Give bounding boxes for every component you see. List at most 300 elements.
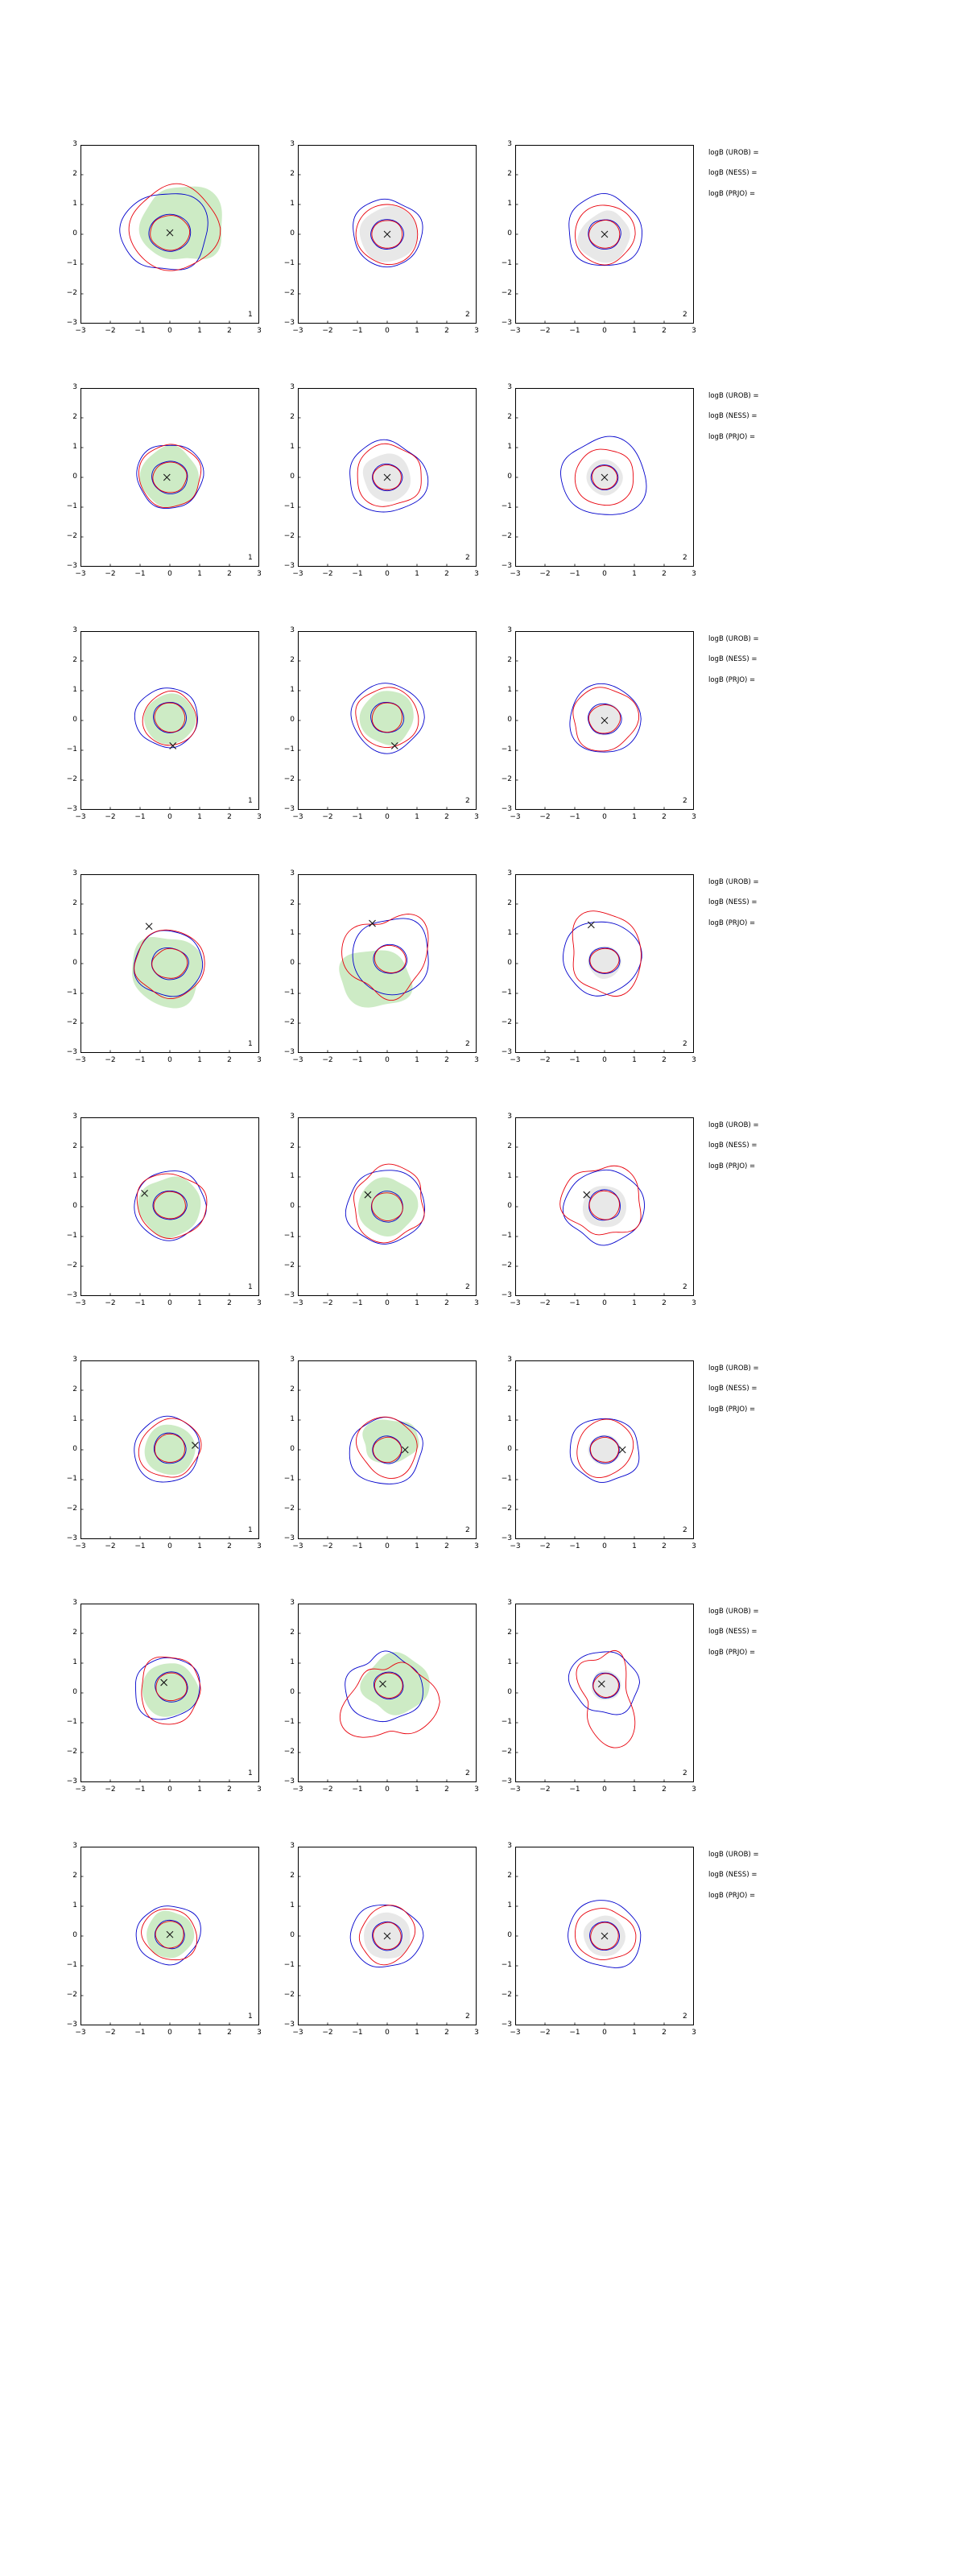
legend-entry: logB (NESS) = [708, 1141, 758, 1150]
x-tick-label: −3 [292, 1542, 303, 1550]
x-tick-label: −1 [569, 2029, 580, 2037]
contour-plot [515, 388, 694, 567]
legend-entry: logB (NESS) = [708, 169, 758, 178]
filled-posterior-region [577, 210, 630, 262]
x-tick-label: 1 [632, 327, 637, 335]
y-tick-label: −2 [66, 1505, 77, 1513]
contour-panel-r8-c2 [259, 1839, 493, 2056]
y-tick-label: 1 [507, 1901, 512, 1909]
legend-entry: logB (PRJO) = [708, 1648, 756, 1657]
y-tick-label: 1 [507, 686, 512, 694]
y-tick-label: 2 [72, 1142, 77, 1150]
y-tick-label: −1 [501, 1475, 512, 1483]
contour-panel-r7-c2 [259, 1596, 493, 1813]
y-tick-label: 0 [290, 1202, 295, 1210]
x-tick-label: 2 [662, 1056, 667, 1064]
x-tick-label: 0 [602, 570, 607, 578]
contour-panel-r5-c1 [42, 1109, 275, 1327]
x-tick-label: 1 [197, 1785, 202, 1794]
x-tick-label: −2 [539, 1299, 551, 1307]
x-tick-label: 0 [167, 2029, 172, 2037]
y-tick-label: −3 [501, 562, 512, 570]
y-tick-label: 2 [290, 656, 295, 664]
legend-entry: logB (UROB) = [708, 1608, 759, 1616]
x-tick-label: 0 [167, 1785, 172, 1794]
y-tick-label: 0 [507, 716, 512, 724]
x-tick-label: −3 [510, 1542, 521, 1550]
x-tick-label: 1 [632, 1785, 637, 1794]
x-tick-label: 1 [415, 2029, 419, 2037]
y-tick-label: −2 [66, 1748, 77, 1756]
legend-entry: logB (UROB) = [708, 878, 759, 886]
y-tick-label: 2 [507, 1385, 512, 1393]
y-tick-label: −2 [501, 1018, 512, 1026]
x-tick-label: 3 [257, 1299, 262, 1307]
x-tick-label: −3 [292, 1299, 303, 1307]
y-tick-label: 1 [507, 1172, 512, 1180]
x-tick-label: −2 [539, 1785, 551, 1794]
panel-corner-label: 2 [683, 311, 687, 319]
y-tick-label: 3 [507, 383, 512, 391]
x-tick-label: 0 [167, 1299, 172, 1307]
filled-posterior-region [358, 1177, 418, 1236]
x-tick-label: 1 [415, 570, 419, 578]
x-tick-label: −2 [322, 570, 333, 578]
x-tick-label: 1 [632, 1299, 637, 1307]
x-tick-label: −3 [292, 2029, 303, 2037]
x-tick-label: 1 [632, 1542, 637, 1550]
contour-panel-r1-c1 [42, 137, 275, 354]
y-tick-label: −2 [501, 775, 512, 783]
x-tick-label: 2 [662, 570, 667, 578]
x-tick-label: −3 [292, 570, 303, 578]
x-tick-label: 1 [197, 813, 202, 821]
x-tick-label: 0 [167, 1542, 172, 1550]
contour-panel-r6-c1 [42, 1352, 275, 1570]
y-tick-label: 3 [290, 1113, 295, 1121]
x-tick-label: 1 [415, 1785, 419, 1794]
x-tick-label: 1 [632, 1056, 637, 1064]
y-tick-label: 0 [507, 959, 512, 967]
contour-plot [80, 388, 259, 567]
x-tick-label: 0 [602, 327, 607, 335]
y-tick-label: 2 [290, 1142, 295, 1150]
y-tick-label: 2 [507, 1872, 512, 1880]
x-tick-label: 0 [167, 1056, 172, 1064]
x-tick-label: 0 [385, 1785, 390, 1794]
x-tick-label: 3 [691, 570, 696, 578]
y-tick-label: 0 [72, 473, 77, 481]
x-tick-label: 3 [257, 1542, 262, 1550]
y-tick-label: −1 [283, 745, 295, 753]
filled-posterior-region [592, 1670, 621, 1700]
y-tick-label: −2 [66, 1261, 77, 1269]
y-tick-label: 2 [72, 899, 77, 907]
legend-entry: logB (PRJO) = [708, 1891, 756, 1900]
x-tick-label: 2 [444, 1299, 449, 1307]
y-tick-label: 2 [290, 1872, 295, 1880]
x-tick-label: 2 [227, 813, 232, 821]
legend-entry: logB (NESS) = [708, 412, 758, 421]
x-tick-label: −2 [322, 327, 333, 335]
x-tick-label: −1 [352, 2029, 363, 2037]
legend-block-row5 [708, 1122, 950, 1183]
contour-plot [298, 1360, 477, 1539]
contour-plot [298, 631, 477, 810]
contour-plot [515, 874, 694, 1053]
x-tick-label: 3 [474, 570, 479, 578]
legend-entry: logB (NESS) = [708, 1385, 758, 1393]
legend-entry: logB (UROB) = [708, 392, 759, 400]
x-tick-label: 0 [385, 813, 390, 821]
x-tick-label: 3 [474, 327, 479, 335]
x-tick-label: 3 [474, 1299, 479, 1307]
filled-posterior-region [362, 1419, 419, 1463]
contour-plot [298, 145, 477, 324]
x-tick-label: 2 [662, 2029, 667, 2037]
y-tick-label: 2 [507, 1629, 512, 1637]
y-tick-label: 2 [290, 170, 295, 178]
y-tick-label: 1 [290, 1901, 295, 1909]
y-tick-label: 3 [290, 1599, 295, 1607]
y-tick-label: −2 [283, 289, 295, 297]
contour-plot [80, 874, 259, 1053]
y-tick-label: 3 [507, 1599, 512, 1607]
x-tick-label: 3 [474, 1785, 479, 1794]
x-tick-label: −3 [292, 1785, 303, 1794]
x-tick-label: −2 [539, 1542, 551, 1550]
legend-entry: logB (UROB) = [708, 1851, 759, 1859]
x-tick-label: 3 [691, 1542, 696, 1550]
x-tick-label: −3 [75, 813, 86, 821]
x-tick-label: 3 [691, 2029, 696, 2037]
contour-plot [515, 1847, 694, 2025]
y-tick-label: 2 [507, 413, 512, 421]
y-tick-label: 2 [72, 1629, 77, 1637]
y-tick-label: 2 [507, 656, 512, 664]
y-tick-label: −2 [283, 1991, 295, 1999]
contour-panel-r3-c3 [477, 623, 710, 840]
x-tick-label: −2 [105, 2029, 116, 2037]
x-tick-label: 3 [257, 813, 262, 821]
y-tick-label: −3 [66, 2021, 77, 2029]
panel-corner-label: 1 [248, 1040, 253, 1048]
y-tick-label: −1 [501, 502, 512, 510]
contour-plot [80, 631, 259, 810]
x-tick-label: 3 [474, 1542, 479, 1550]
panel-corner-label: 2 [465, 2013, 470, 2021]
x-tick-label: 1 [415, 327, 419, 335]
contour-panel-r4-c2 [259, 866, 493, 1084]
panel-corner-label: 1 [248, 554, 253, 562]
y-tick-label: −1 [283, 1475, 295, 1483]
y-tick-label: 3 [507, 1113, 512, 1121]
y-tick-label: 3 [72, 626, 77, 634]
y-tick-label: 3 [72, 1599, 77, 1607]
x-tick-label: 1 [197, 1542, 202, 1550]
panel-corner-label: 2 [465, 797, 470, 805]
contour-panel-r3-c1 [42, 623, 275, 840]
x-tick-label: −3 [75, 1056, 86, 1064]
panel-corner-label: 2 [465, 554, 470, 562]
y-tick-label: −3 [66, 1291, 77, 1299]
y-tick-label: −3 [283, 562, 295, 570]
filled-posterior-region [339, 950, 412, 1007]
legend-block-row7 [708, 1608, 950, 1670]
y-tick-label: −3 [66, 562, 77, 570]
filled-posterior-region [360, 691, 414, 745]
panel-corner-label: 1 [248, 1526, 253, 1534]
legend-block-row4 [708, 879, 950, 940]
x-tick-label: −3 [75, 570, 86, 578]
y-tick-label: 1 [290, 200, 295, 208]
filled-posterior-region [588, 946, 621, 979]
y-tick-label: 1 [507, 200, 512, 208]
panel-corner-label: 1 [248, 1769, 253, 1777]
y-tick-label: −1 [501, 1232, 512, 1240]
contour-plot [515, 145, 694, 324]
y-tick-label: 2 [507, 899, 512, 907]
legend-entry: logB (NESS) = [708, 1871, 758, 1880]
legend-entry: logB (NESS) = [708, 898, 758, 907]
panel-corner-label: 2 [683, 1040, 687, 1048]
y-tick-label: −1 [66, 1232, 77, 1240]
y-tick-label: −2 [283, 1261, 295, 1269]
y-tick-label: 3 [290, 1356, 295, 1364]
x-tick-label: −3 [292, 813, 303, 821]
panel-corner-label: 1 [248, 797, 253, 805]
x-tick-label: 1 [197, 1299, 202, 1307]
legend-block-row6 [708, 1365, 950, 1426]
legend-entry: logB (PRJO) = [708, 432, 756, 441]
panel-corner-label: 2 [465, 1040, 470, 1048]
x-tick-label: −1 [352, 1299, 363, 1307]
x-tick-label: 2 [444, 1542, 449, 1550]
filled-posterior-region [145, 1425, 196, 1475]
x-tick-label: −3 [510, 1056, 521, 1064]
x-tick-label: 1 [632, 570, 637, 578]
legend-entry: logB (PRJO) = [708, 1405, 756, 1414]
y-tick-label: 0 [290, 959, 295, 967]
y-tick-label: −3 [66, 319, 77, 327]
y-tick-label: 0 [507, 473, 512, 481]
x-tick-label: 2 [227, 1299, 232, 1307]
legend-entry: logB (NESS) = [708, 655, 758, 664]
y-tick-label: −3 [66, 805, 77, 813]
y-tick-label: 3 [290, 140, 295, 148]
y-tick-label: −3 [283, 805, 295, 813]
legend-block-row2 [708, 393, 950, 454]
x-tick-label: −2 [105, 1785, 116, 1794]
y-tick-label: −3 [501, 1048, 512, 1056]
contour-panel-r1-c2 [259, 137, 493, 354]
x-tick-label: 2 [227, 570, 232, 578]
panel-corner-label: 2 [683, 2013, 687, 2021]
y-tick-label: 3 [290, 1842, 295, 1850]
panel-corner-label: 2 [683, 1769, 687, 1777]
y-tick-label: −3 [501, 805, 512, 813]
x-tick-label: 3 [691, 1785, 696, 1794]
x-tick-label: −2 [539, 327, 551, 335]
x-tick-label: −1 [134, 1056, 146, 1064]
x-tick-label: 0 [167, 813, 172, 821]
x-tick-label: 0 [602, 1542, 607, 1550]
x-tick-label: −2 [105, 327, 116, 335]
y-tick-label: 1 [72, 200, 77, 208]
x-tick-label: −1 [134, 1542, 146, 1550]
x-tick-label: 2 [444, 813, 449, 821]
x-tick-label: 3 [691, 813, 696, 821]
x-tick-label: −3 [510, 327, 521, 335]
x-tick-label: −1 [134, 327, 146, 335]
y-tick-label: −1 [283, 1961, 295, 1969]
y-tick-label: 3 [507, 1356, 512, 1364]
y-tick-label: 0 [290, 1931, 295, 1939]
legend-block-row8 [708, 1852, 950, 1913]
panel-corner-label: 2 [465, 311, 470, 319]
contour-panel-r5-c2 [259, 1109, 493, 1327]
y-tick-label: −3 [283, 2021, 295, 2029]
y-tick-label: 3 [507, 140, 512, 148]
legend-entry: logB (UROB) = [708, 1364, 759, 1373]
x-tick-label: −2 [105, 813, 116, 821]
x-tick-label: 2 [444, 1056, 449, 1064]
y-tick-label: 2 [290, 413, 295, 421]
y-tick-label: −1 [66, 502, 77, 510]
y-tick-label: −1 [501, 1961, 512, 1969]
y-tick-label: −1 [501, 259, 512, 267]
y-tick-label: 0 [72, 229, 77, 237]
y-tick-label: 0 [290, 1688, 295, 1696]
x-tick-label: −2 [322, 1785, 333, 1794]
y-tick-label: −2 [501, 289, 512, 297]
contour-panel-r8-c3 [477, 1839, 710, 2056]
y-tick-label: −1 [66, 1961, 77, 1969]
y-tick-label: −2 [283, 1505, 295, 1513]
y-tick-label: 0 [72, 1202, 77, 1210]
x-tick-label: −3 [75, 2029, 86, 2037]
y-tick-label: −2 [283, 1018, 295, 1026]
y-tick-label: 2 [72, 1872, 77, 1880]
y-tick-label: 3 [290, 383, 295, 391]
x-tick-label: 0 [602, 1299, 607, 1307]
y-tick-label: 1 [290, 443, 295, 451]
legend-entry: logB (PRJO) = [708, 675, 756, 684]
x-tick-label: 3 [257, 1056, 262, 1064]
x-tick-label: −1 [134, 813, 146, 821]
y-tick-label: −3 [66, 1048, 77, 1056]
y-tick-label: 1 [507, 443, 512, 451]
y-tick-label: −2 [501, 1505, 512, 1513]
y-tick-label: −2 [66, 775, 77, 783]
y-tick-label: −1 [66, 1475, 77, 1483]
y-tick-label: 1 [72, 1658, 77, 1666]
y-tick-label: −3 [283, 1291, 295, 1299]
x-tick-label: −1 [569, 1785, 580, 1794]
y-tick-label: 1 [290, 929, 295, 937]
y-tick-label: −2 [66, 1018, 77, 1026]
y-tick-label: 3 [507, 626, 512, 634]
y-tick-label: 1 [72, 686, 77, 694]
y-tick-label: 0 [72, 959, 77, 967]
contour-panel-r2-c2 [259, 380, 493, 597]
contour-panel-r4-c3 [477, 866, 710, 1084]
y-tick-label: 0 [507, 1202, 512, 1210]
x-tick-label: 1 [415, 1542, 419, 1550]
contour-plot [515, 1360, 694, 1539]
y-tick-label: 2 [72, 656, 77, 664]
x-tick-label: 2 [227, 2029, 232, 2037]
x-tick-label: −2 [105, 1299, 116, 1307]
contour-panel-r1-c3 [477, 137, 710, 354]
x-tick-label: 3 [474, 2029, 479, 2037]
panel-corner-label: 2 [465, 1283, 470, 1291]
x-tick-label: −1 [352, 1056, 363, 1064]
x-tick-label: 3 [691, 1056, 696, 1064]
legend-entry: logB (UROB) = [708, 635, 759, 643]
y-tick-label: −3 [501, 1291, 512, 1299]
x-tick-label: −1 [569, 1299, 580, 1307]
y-tick-label: −1 [66, 1718, 77, 1726]
y-tick-label: 0 [290, 1445, 295, 1453]
x-tick-label: 0 [385, 2029, 390, 2037]
x-tick-label: −3 [292, 1056, 303, 1064]
x-tick-label: −3 [510, 2029, 521, 2037]
x-tick-label: 0 [385, 1542, 390, 1550]
contour-panel-r7-c1 [42, 1596, 275, 1813]
x-tick-label: 0 [602, 1056, 607, 1064]
y-tick-label: −3 [283, 1534, 295, 1542]
truth-marker-x [146, 923, 152, 930]
filled-posterior-region [360, 206, 418, 262]
contour-panel-r6-c2 [259, 1352, 493, 1570]
y-tick-label: 2 [72, 1385, 77, 1393]
y-tick-label: 3 [72, 1356, 77, 1364]
y-tick-label: −1 [66, 745, 77, 753]
y-tick-label: 3 [72, 1842, 77, 1850]
y-tick-label: 1 [72, 443, 77, 451]
y-tick-label: −2 [283, 775, 295, 783]
x-tick-label: 3 [474, 1056, 479, 1064]
x-tick-label: 0 [385, 327, 390, 335]
y-tick-label: −3 [283, 1048, 295, 1056]
x-tick-label: 1 [197, 570, 202, 578]
x-tick-label: 3 [257, 1785, 262, 1794]
x-tick-label: −1 [134, 570, 146, 578]
y-tick-label: −1 [283, 1718, 295, 1726]
x-tick-label: −2 [322, 1542, 333, 1550]
x-tick-label: 3 [257, 2029, 262, 2037]
y-tick-label: 3 [507, 869, 512, 877]
contour-panel-r2-c3 [477, 380, 710, 597]
x-tick-label: 0 [385, 1299, 390, 1307]
y-tick-label: 0 [72, 1445, 77, 1453]
y-tick-label: 1 [72, 929, 77, 937]
x-tick-label: −3 [292, 327, 303, 335]
filled-posterior-region [138, 1177, 200, 1239]
x-tick-label: 2 [662, 813, 667, 821]
contour-panel-r5-c3 [477, 1109, 710, 1327]
y-tick-label: 1 [290, 1415, 295, 1423]
x-tick-label: 1 [197, 1056, 202, 1064]
y-tick-label: −1 [501, 745, 512, 753]
y-tick-label: −2 [66, 289, 77, 297]
x-tick-label: −2 [322, 1299, 333, 1307]
y-tick-label: 1 [290, 1658, 295, 1666]
y-tick-label: 1 [290, 1172, 295, 1180]
y-tick-label: 0 [290, 229, 295, 237]
x-tick-label: 2 [444, 1785, 449, 1794]
